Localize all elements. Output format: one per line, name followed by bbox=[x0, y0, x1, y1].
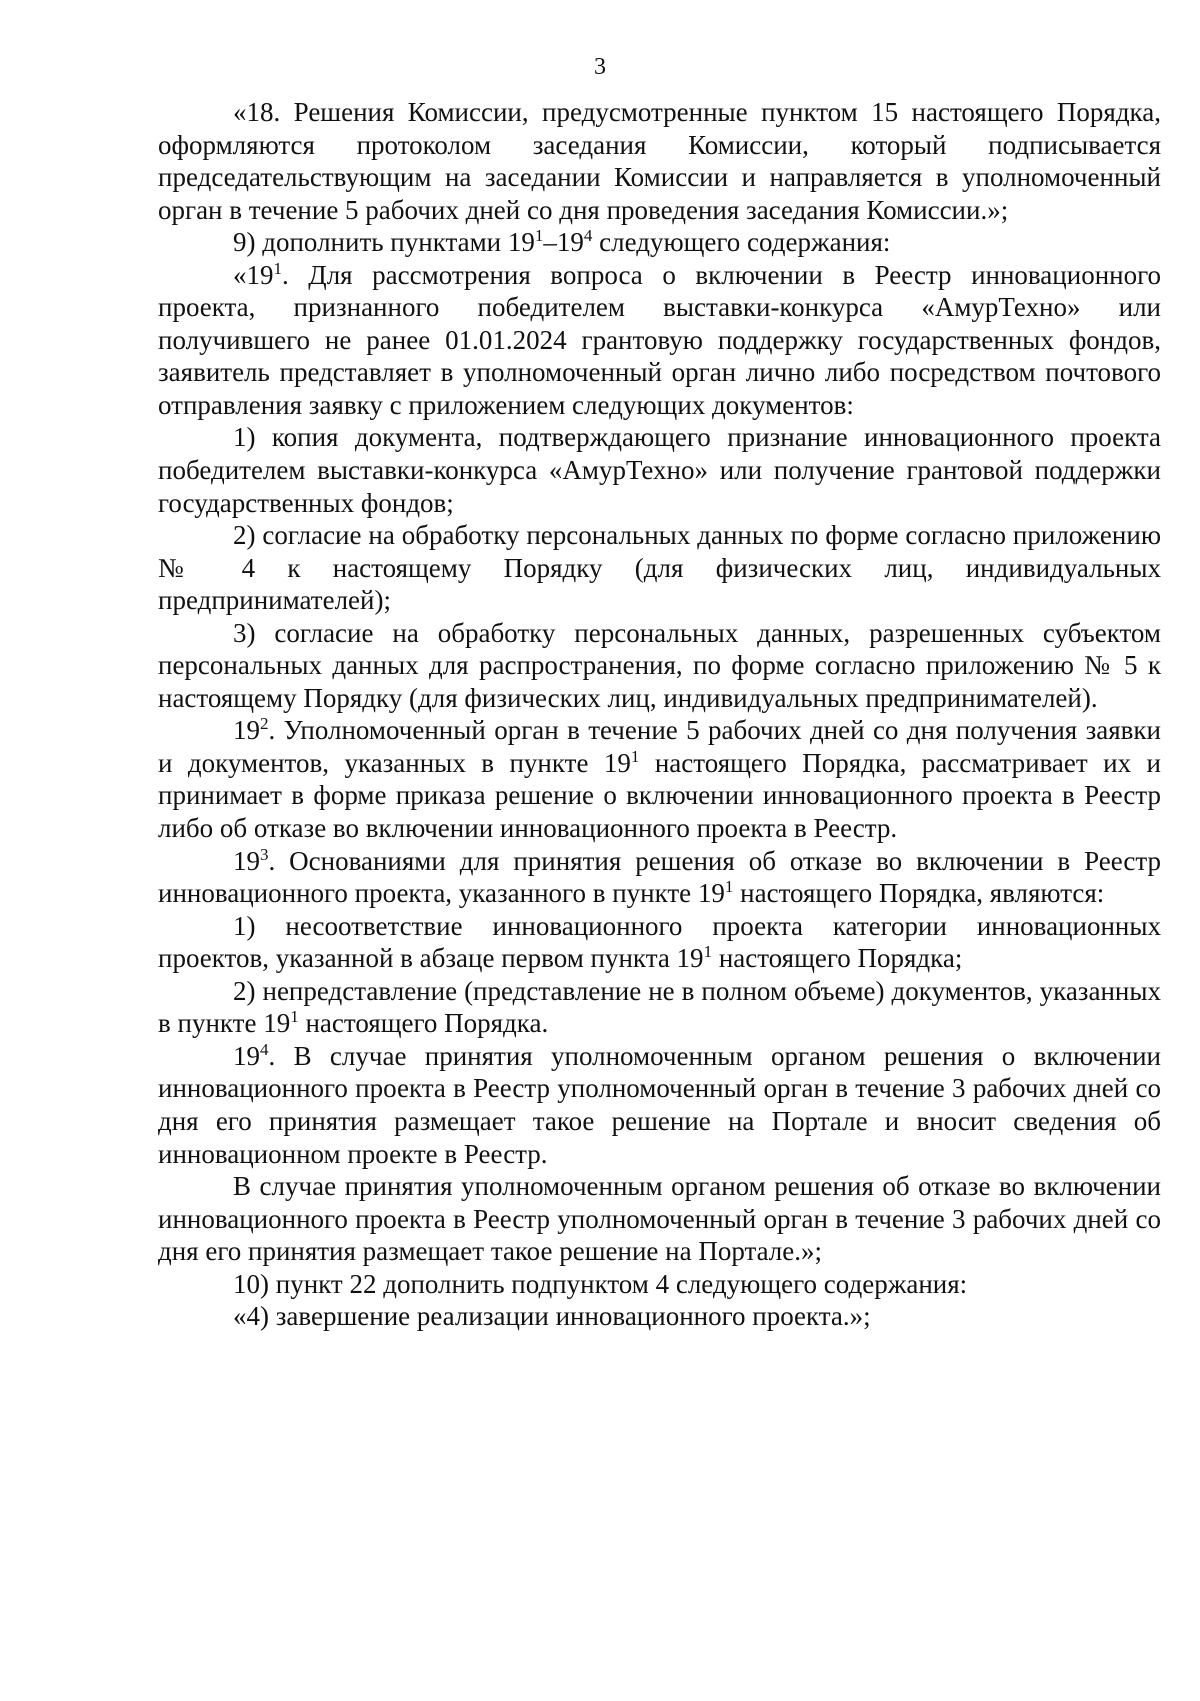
text-run: 1) несоответствие инновационного проекта категории инновационных проектов, указанной в абзаце первом пункта 19 bbox=[158, 910, 1161, 974]
superscript-index: 1 bbox=[534, 226, 544, 246]
superscript-index: 3 bbox=[260, 844, 269, 864]
text-run: . Для рассмотрения вопроса о включении в Реестр инновационного проекта, признанного победителем выставки-конкурса «АмурТехно» или получившего не ранее 01.01.2024 грантовую поддержку государственных фондов, заявитель представляет в уполномоченный орган лично либо посредством почтового отправления заявку с приложением следующих документов: bbox=[158, 259, 1161, 420]
paragraph-amendment-9 bbox=[158, 226, 1161, 259]
text-run: . Уполномоченный орган в течение 5 рабочих дней со дня получения заявки и документов, указанных в пункте 19 bbox=[158, 715, 1161, 778]
text-run: 3) согласие на обработку персональных данных, разрешенных субъектом персональных данных для распространения, по форме согласно приложению № 5 к настоящему Порядку (для физических лиц, индивидуальных предпринимателей). bbox=[158, 617, 1161, 713]
paragraph-doc-list-2 bbox=[158, 519, 1161, 617]
superscript-index: 1 bbox=[724, 877, 734, 897]
paragraph-refusal-publication bbox=[158, 1170, 1161, 1268]
text-run: 2) непредставление (представление не в полном объеме) документов, указанных в пункте 19 bbox=[158, 975, 1161, 1039]
text-run: 19 bbox=[233, 845, 260, 876]
superscript-index: 1 bbox=[273, 258, 282, 278]
text-run: 2) согласие на обработку персональных данных по форме согласно приложению № 4 к настоящему Порядку (для физических лиц, индивидуальных предпринимателей); bbox=[158, 520, 1161, 616]
text-run: В случае принятия уполномоченным органом решения об отказе во включении инновационного проекта в Реестр уполномоченный орган в течение 3 рабочих дней со дня его принятия размещает такое решение на Портале.»; bbox=[158, 1171, 1161, 1267]
paragraph-doc-list-1 bbox=[158, 421, 1161, 519]
superscript-index: 4 bbox=[583, 226, 593, 246]
paragraph-item-18 bbox=[158, 96, 1161, 226]
paragraph-doc-list-3 bbox=[158, 617, 1161, 715]
paragraph-refusal-ground-1 bbox=[158, 910, 1161, 975]
text-run: настоящего Порядка, являются: bbox=[733, 878, 1105, 909]
text-run: настоящего Порядка, рассматривает их и принимает в форме приказа решение о включении инновационного проекта в Реестр либо об отказе во включении инновационного проекта в Реестр. bbox=[158, 747, 1161, 844]
paragraph-item-19-4 bbox=[158, 1040, 1161, 1170]
text-run: «18. Решения Комиссии, предусмотренные пунктом 15 настоящего Порядка, оформляются протоколом заседания Комиссии, который подписывается председательствующим на заседании Комиссии и направляется в уполномоченный орган в течение 5 рабочих дней со дня проведения заседания Комиссии.»; bbox=[158, 97, 1161, 225]
text-run: 19 bbox=[233, 715, 260, 746]
text-run: –19 bbox=[543, 227, 584, 258]
paragraph-item-19-1 bbox=[158, 259, 1161, 422]
text-run: настоящего Порядка; bbox=[712, 943, 963, 974]
paragraph-item-19-3 bbox=[158, 845, 1161, 910]
paragraph-refusal-ground-2 bbox=[158, 975, 1161, 1040]
text-run: 10) пункт 22 дополнить подпунктом 4 следующего содержания: bbox=[233, 1268, 968, 1299]
text-run: . Основаниями для принятия решения об отказе во включении в Реестр инновационного проекта, указанного в пункте 19 bbox=[158, 845, 1161, 909]
paragraph-amendment-10 bbox=[158, 1268, 1161, 1301]
superscript-index: 1 bbox=[290, 1007, 299, 1027]
superscript-index: 2 bbox=[260, 714, 269, 734]
paragraph-item-19-2 bbox=[158, 714, 1161, 844]
text-run: настоящего Порядка. bbox=[298, 1008, 549, 1039]
text-run: «4) завершение реализации инновационного проекта.»; bbox=[233, 1301, 871, 1332]
superscript-index: 1 bbox=[630, 746, 640, 766]
text-run: 1) копия документа, подтверждающего признание инновационного проекта победителем выставки-конкурса «АмурТехно» или получение грантовой поддержки государственных фондов; bbox=[158, 422, 1161, 518]
text-run: 9) дополнить пунктами 19 bbox=[233, 227, 535, 258]
superscript-index: 4 bbox=[260, 1039, 269, 1059]
superscript-index: 1 bbox=[703, 942, 713, 962]
text-run: 19 bbox=[233, 1040, 260, 1071]
text-run: следующего содержания: bbox=[592, 227, 891, 258]
paragraph-subitem-4 bbox=[158, 1300, 1161, 1333]
document-body bbox=[158, 96, 1161, 1333]
page-number: 3 bbox=[594, 54, 606, 80]
text-run: «19 bbox=[233, 259, 274, 290]
text-run: . В случае принятия уполномоченным органом решения о включении инновационного проекта в Реестр уполномоченный орган в течение 3 рабочих дней со дня его принятия размещает такое решение на Портале и вносит сведения об инновационном проекте в Реестр. bbox=[158, 1040, 1161, 1169]
